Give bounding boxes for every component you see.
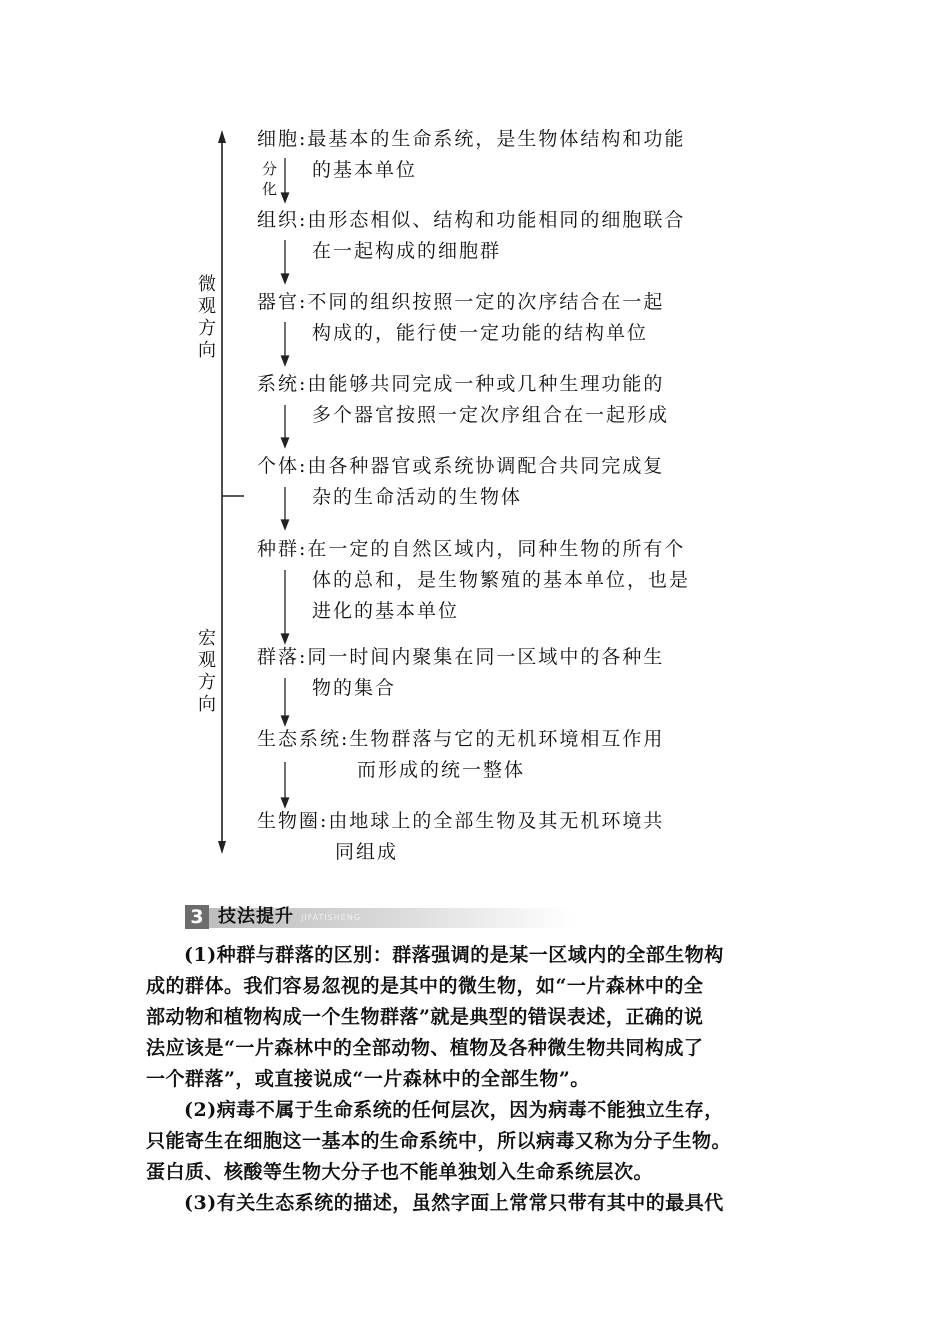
paragraph-2-line-1: (2)病毒不属于生命系统的任何层次，因为病毒不能独立生存， — [184, 1099, 724, 1121]
paragraph-1-line-2: 成的群体。我们容易忽视的是其中的微生物，如“一片森林中的全 — [146, 975, 704, 997]
level-population-cont2: 进化的基本单位 — [312, 600, 460, 622]
level-term: 生态系统 — [257, 728, 342, 750]
level-term: 细胞 — [257, 128, 300, 150]
level-biosphere: 生物圈:由地球上的全部生物及其无机环境共 — [257, 810, 665, 832]
level-term: 个体 — [257, 455, 300, 477]
micro-direction-label: 微观方向 — [198, 274, 216, 361]
level-desc-line: 由地球上的全部生物及其无机环境共 — [328, 810, 665, 832]
level-ecosystem: 生态系统:生物群落与它的无机环境相互作用 — [257, 728, 665, 750]
differentiation-label-2: 化 — [262, 180, 278, 198]
paragraph-1-line-1: (1)种群与群落的区别：群落强调的是某一区域内的全部生物构 — [184, 944, 724, 966]
paragraph-1-line-4: 法应该是“一片森林中的全部动物、植物及各种微生物共同构成了 — [146, 1037, 704, 1059]
level-desc-line: 生物群落与它的无机环境相互作用 — [349, 728, 665, 750]
section-title: 技法提升 — [218, 906, 294, 927]
level-system: 系统:由能够共同完成一种或几种生理功能的 — [257, 373, 665, 395]
level-individual-cont: 杂的生命活动的生物体 — [312, 486, 523, 508]
differentiation-label-1: 分 — [262, 160, 278, 178]
section-subtitle: JIFATISHENG — [301, 913, 362, 922]
level-term: 系统 — [257, 373, 300, 395]
level-tissue: 组织:由形态相似、结构和功能相同的细胞联合 — [257, 209, 686, 231]
macro-direction-label: 宏观方向 — [198, 628, 216, 715]
level-population: 种群:在一定的自然区域内，同种生物的所有个 — [257, 538, 686, 560]
level-system-cont: 多个器官按照一定次序组合在一起形成 — [312, 404, 670, 426]
level-cell: 细胞:最基本的生命系统，是生物体结构和功能 — [257, 128, 686, 150]
level-desc-line: 最基本的生命系统，是生物体结构和功能 — [307, 128, 686, 150]
level-cell-cont: 的基本单位 — [312, 159, 418, 181]
level-term: 组织 — [257, 209, 300, 231]
level-term: 种群 — [257, 538, 300, 560]
direction-axis — [210, 130, 250, 855]
level-term: 器官 — [257, 291, 300, 313]
level-desc-line: 不同的组织按照一定的次序结合在一起 — [307, 291, 665, 313]
paragraph-2-line-3: 蛋白质、核酸等生物大分子也不能单独划入生命系统层次。 — [146, 1161, 654, 1183]
level-desc-line: 在一定的自然区域内，同种生物的所有个 — [307, 538, 686, 560]
level-organ: 器官:不同的组织按照一定的次序结合在一起 — [257, 291, 665, 313]
level-population-cont: 体的总和，是生物繁殖的基本单位，也是 — [312, 569, 691, 591]
level-tissue-cont: 在一起构成的细胞群 — [312, 240, 502, 262]
level-biosphere-cont: 同组成 — [335, 841, 399, 863]
level-organ-cont: 构成的，能行使一定功能的结构单位 — [312, 322, 649, 344]
level-ecosystem-cont: 而形成的统一整体 — [357, 759, 526, 781]
paragraph-2-line-2: 只能寄生在细胞这一基本的生命系统中，所以病毒又称为分子生物。 — [146, 1130, 732, 1152]
paragraph-3-line-1: (3)有关生态系统的描述，虽然字面上常常只带有其中的最具代 — [184, 1192, 724, 1214]
section-number-badge: 3 — [185, 905, 209, 929]
level-desc-line: 由形态相似、结构和功能相同的细胞联合 — [307, 209, 686, 231]
level-individual: 个体:由各种器官或系统协调配合共同完成复 — [257, 455, 665, 477]
level-term: 生物圈 — [257, 810, 321, 832]
level-desc-line: 由能够共同完成一种或几种生理功能的 — [307, 373, 665, 395]
level-desc-line: 同一时间内聚集在同一区域中的各种生 — [307, 646, 665, 668]
section-header — [185, 905, 575, 931]
level-community-cont: 物的集合 — [312, 677, 397, 699]
level-term: 群落 — [257, 646, 300, 668]
level-desc-line: 由各种器官或系统协调配合共同完成复 — [307, 455, 665, 477]
paragraph-1-line-3: 部动物和植物构成一个生物群落”就是典型的错误表述，正确的说 — [146, 1006, 704, 1028]
level-community: 群落:同一时间内聚集在同一区域中的各种生 — [257, 646, 665, 668]
paragraph-1-line-5: 一个群落”，或直接说成“一片森林中的全部生物”。 — [146, 1068, 590, 1090]
